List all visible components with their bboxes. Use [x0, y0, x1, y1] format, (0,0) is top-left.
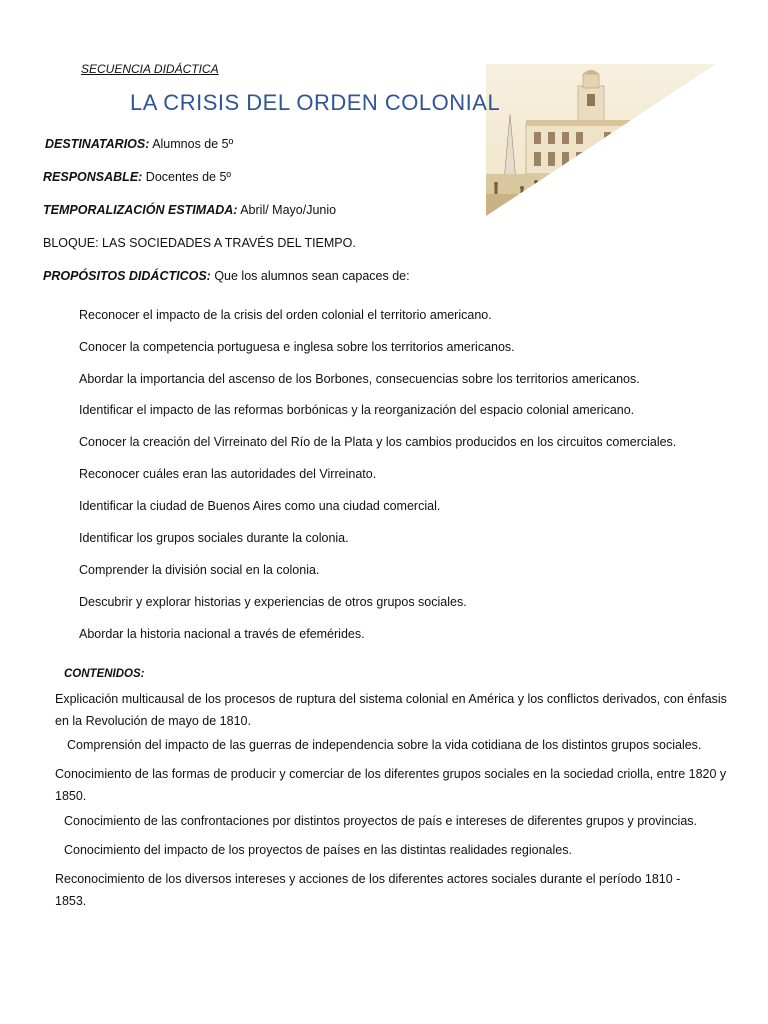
responsable-label: RESPONSABLE: [43, 170, 143, 184]
purpose-item: Identificar el impacto de las reformas borbónicas y la reorganización del espacio colonial americano. [79, 403, 635, 417]
propositos-value: Que los alumnos sean capaces de: [210, 269, 410, 283]
responsable-value: Docentes de 5º [142, 170, 231, 184]
propositos-label: PROPÓSITOS DIDÁCTICOS: [43, 269, 211, 283]
responsable-line [43, 170, 231, 184]
cabildo-illustration [486, 64, 716, 216]
contenido-item: Reconocimiento de los diversos intereses y acciones de los diferentes actores sociales durante el período 1810 - 1853. [55, 872, 681, 908]
contenido-item: Conocimiento de las formas de producir y comerciar de los diferentes grupos sociales en la sociedad criolla, entre 1820 y 1850. [55, 767, 727, 803]
purpose-item: Identificar los grupos sociales durante la colonia. [79, 531, 349, 545]
purpose-item: Comprender la división social en la colonia. [79, 563, 320, 577]
purpose-item: Conocer la creación del Virreinato del Río de la Plata y los cambios producidos en los circuitos comerciales. [79, 435, 677, 449]
purpose-item: Reconocer el impacto de la crisis del orden colonial el territorio americano. [79, 308, 492, 322]
purpose-item: Abordar la historia nacional a través de efemérides. [79, 627, 365, 641]
contenido-item: Conocimiento de las confrontaciones por distintos proyectos de país e intereses de diferentes grupos y provincias. [64, 814, 697, 828]
destinatarios-value: Alumnos de 5º [149, 137, 234, 151]
purpose-item: Descubrir y explorar historias y experiencias de otros grupos sociales. [79, 595, 467, 609]
document-subtitle: SECUENCIA DIDÁCTICA [81, 62, 219, 76]
temporalizacion-value: Abril/ Mayo/Junio [237, 203, 337, 217]
contenido-item: Conocimiento del impacto de los proyectos de países en las distintas realidades regionales. [64, 843, 572, 857]
purpose-item: Identificar la ciudad de Buenos Aires como una ciudad comercial. [79, 499, 441, 513]
temporalizacion-line [43, 203, 336, 217]
bloque-line: BLOQUE: LAS SOCIEDADES A TRAVÉS DEL TIEMPO. [43, 236, 356, 250]
destinatarios-line [45, 137, 233, 151]
purpose-item: Abordar la importancia del ascenso de los Borbones, consecuencias sobre los territorios americanos. [79, 372, 640, 386]
temporalizacion-label: TEMPORALIZACIÓN ESTIMADA: [43, 203, 238, 217]
contenido-item: Explicación multicausal de los procesos de ruptura del sistema colonial en América y los conflictos derivados, con énfasis en la Revolución de mayo de 1810. [55, 692, 727, 728]
destinatarios-label: DESTINATARIOS: [45, 137, 150, 151]
contenido-item: Comprensión del impacto de las guerras de independencia sobre la vida cotidiana de los distintos grupos sociales. [67, 738, 702, 752]
purpose-item: Conocer la competencia portuguesa e inglesa sobre los territorios americanos. [79, 340, 515, 354]
document-title: LA CRISIS DEL ORDEN COLONIAL [130, 90, 501, 115]
contenidos-heading: CONTENIDOS: [64, 668, 145, 680]
propositos-line [43, 269, 410, 283]
purpose-item: Reconocer cuáles eran las autoridades del Virreinato. [79, 467, 377, 481]
